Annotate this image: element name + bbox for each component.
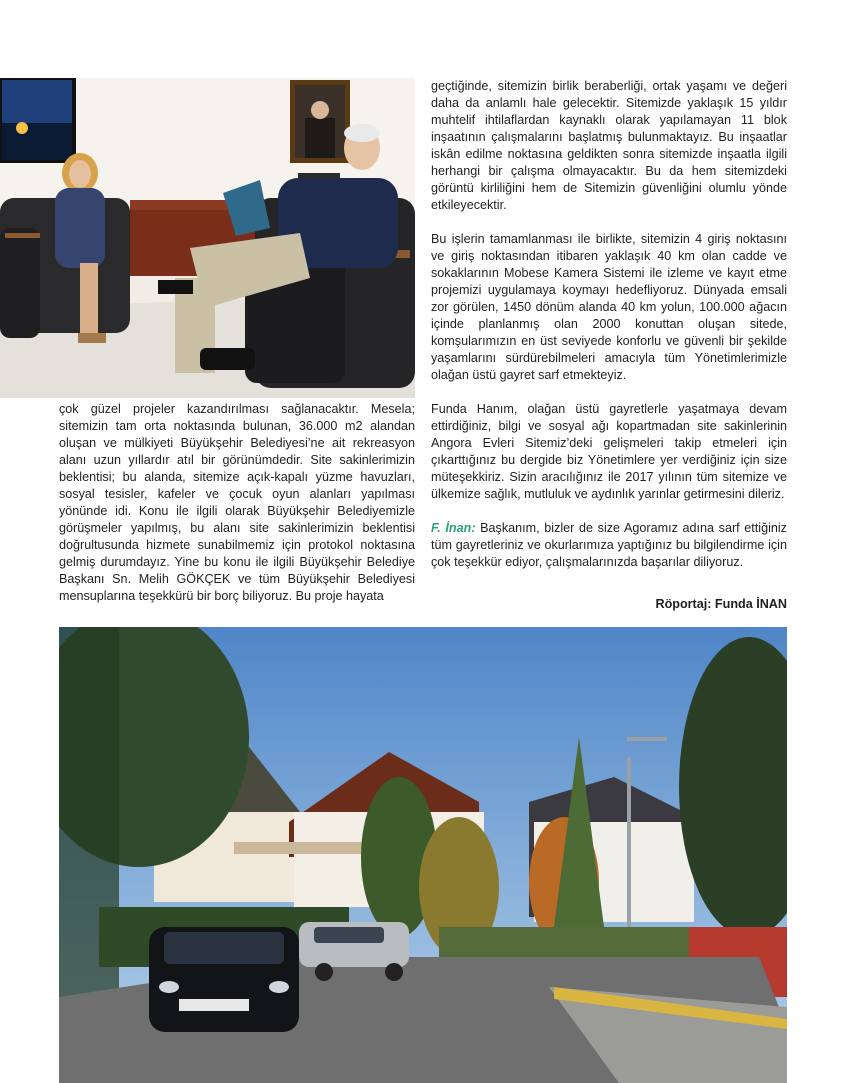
paragraph: Bu işlerin tamamlanması ile birlikte, sitemizin 4 giriş noktasını ve giriş noktasından itibaren yaklaşık 40 km olan cadde ve sokaklarının Mobese Kamera Sistemi ile izleme ve kayıt etme projemizi uygulamaya koymayı hedefliyoruz. Dünyada emsali zor görülen, 1450 dönüm alanda 40 km yolun, 100.000 ağacın içinde planlanmış olan 2000 konuttan oluşan sitede, komşularımızın en üst seviyede konforlu ve güvenli bir şekilde yaşamlarını sürdürebilmeleri amacıyla tüm Yönetimlerimizle olağan üstü gayret sarf etmekteyiz. <box>431 232 787 382</box>
qa-text: Başkanım, bizler de size Agoramız adına sarf ettiğiniz tüm gayretleriniz ve okurlarımıza yaptığınız bu bilgilendirme için çok teşekkür ediyor, çalışmalarınızda başarılar diliyoruz. <box>431 521 787 569</box>
qa-paragraph <box>431 520 787 571</box>
residential-street-photo <box>59 627 787 1083</box>
interview-photo <box>0 78 415 398</box>
article-column-right <box>431 78 787 571</box>
paragraph: geçtiğinde, sitemizin birlik beraberliği, ortak yaşamı ve değeri daha da anlamlı hale gelecektir. Sitemizde yaklaşık 15 yıldır muhtelif ihtilaflardan kaynaklı olarak yapılamayan 11 blok inşaatının çalışmalarını başlatmış bulunmaktayız. Bu inşaatlar iskân edilme noktasına geldikten sonra sitemizde inşaatla ilgili herhangi bir çalışma olmayacaktır. Bu da hem sitemizdeki görüntü kirliliğini hem de Sitemizin güvenliğini olumlu yönde etkileyecektir. <box>431 79 787 212</box>
paragraph: çok güzel projeler kazandırılması sağlanacaktır. Mesela; sitemizin tam orta noktasında bulunan, 36.000 m2 alandan oluşan ve mülkiyeti Büyükşehir Belediyesi’ne ait rekreasyon alanı uzun yıllardır atıl bir görünümdedir. Site sakinlerimizin beklentisi; bu alanda, sitemize açık-kapalı yüzme havuzları, sosyal tesisler, kafeler ve çocuk oyun alanları yapılması yönünde idi. Konu ile ilgili olarak Büyükşehir Belediyemizle görüşmeler yapılmış, bu alanı site sakinlerimizin beklentisi doğrultusunda hizmete sunabilmemiz için protokol noktasına gelmiş durumdayız. Yine bu konu ile ilgili Büyükşehir Belediye Başkanı Sn. Melih GÖKÇEK ve tüm Büyükşehir Belediyesi mensuplarına teşekkürü bir borç biliyoruz. Bu proje hayata <box>59 402 415 603</box>
paragraph: Funda Hanım, olağan üstü gayretlerle yaşatmaya devam ettirdiğiniz, bilgi ve sosyal ağı kopartmadan site sakinlerinin Angora Evleri Sitemiz’deki gelişmeleri takip etmeleri için çıkarttığınız bu dergide biz Yönetimlere yer verdiğiniz için size müteşekkiriz. Sizin aracılığınız ile 2017 yılının tüm sitemize ve ülkemize sağlık, mutluluk ve aydınlık yarınlar getirmesini dileriz. <box>431 402 787 501</box>
speaker-label: F. İnan: <box>431 521 476 535</box>
interview-credit: Röportaj: Funda İNAN <box>655 597 787 611</box>
article-column-left <box>59 401 415 605</box>
